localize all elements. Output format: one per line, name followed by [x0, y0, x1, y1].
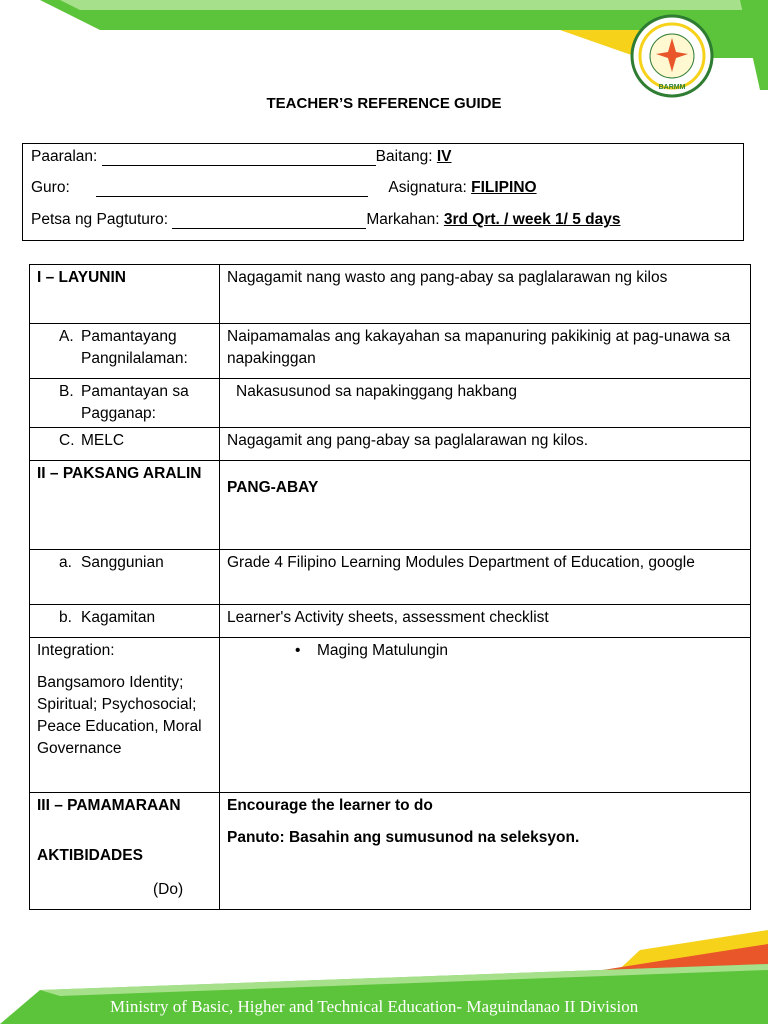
kag-num: b. — [59, 609, 72, 626]
school-label: Paaralan: — [31, 148, 98, 165]
svg-text:BARMM: BARMM — [658, 84, 686, 91]
paksa-value: PANG-ABAY — [220, 461, 751, 550]
date-field[interactable] — [172, 212, 366, 229]
pamamaraan-label: III – PAMAMARAAN — [37, 797, 181, 814]
kag-value: Learner's Activity sheets, assessment checklist — [220, 605, 751, 638]
b-num: B. — [59, 383, 74, 400]
pamantayan-cell — [30, 379, 220, 428]
melc-cell — [30, 428, 220, 461]
footer-text: Ministry of Basic, Higher and Technical Education- Maguindanao II Division — [110, 997, 639, 1016]
table-row — [30, 638, 751, 793]
school-info-box — [22, 143, 744, 241]
integration-cell — [30, 638, 220, 793]
grade-value: IV — [436, 148, 452, 165]
table-row — [30, 793, 751, 910]
encourage-text: Encourage the learner to do — [227, 797, 433, 814]
do-label: (Do) — [153, 881, 184, 898]
a-num: A. — [59, 328, 74, 345]
sang-value: Grade 4 Filipino Learning Modules Department of Education, google — [220, 550, 751, 605]
b-value: Nakasusunod sa napakinggang hakbang — [220, 379, 751, 428]
layunin-label: I – LAYUNIN — [30, 265, 220, 324]
pamamaraan-cell — [30, 793, 220, 910]
date-row — [31, 211, 621, 231]
integration-value-cell — [220, 638, 751, 793]
panuto-text: Panuto: Basahin ang sumusunod na seleksyon. — [227, 829, 580, 846]
c-label: MELC — [81, 432, 125, 449]
aktibidades-label: AKTIBIDADES — [37, 847, 143, 864]
pamantayang-cell — [30, 324, 220, 379]
quarter-value: 3rd Qrt. / week 1/ 5 days — [443, 211, 621, 228]
subject-label: Asignatura: — [388, 179, 467, 196]
table-row — [30, 379, 751, 428]
c-num: C. — [59, 432, 75, 449]
a-value: Naipamamalas ang kakayahan sa mapanuring pakikinig at pag-unawa sa napakinggan — [220, 324, 751, 379]
table-row — [30, 461, 751, 550]
bullet-item: • Maging Matulungin — [295, 642, 448, 659]
teacher-field[interactable] — [96, 180, 368, 197]
layunin-value: Nagagamit nang wasto ang pang-abay sa paglalarawan ng kilos — [220, 265, 751, 324]
ministry-seal-icon — [630, 14, 714, 98]
activity-cell — [220, 793, 751, 910]
integ-value: Maging Matulungin — [317, 642, 448, 659]
kag-label: Kagamitan — [81, 609, 156, 626]
c-value: Nagagamit ang pang-abay sa paglalarawan ng kilos. — [220, 428, 751, 461]
integ-label: Integration: — [37, 642, 115, 659]
lesson-plan-table — [29, 264, 751, 910]
school-row — [31, 148, 452, 168]
page-title: TEACHER’S REFERENCE GUIDE — [266, 95, 502, 112]
school-field[interactable] — [102, 149, 376, 166]
date-label: Petsa ng Pagtuturo: — [31, 211, 169, 228]
a-label: Pamantayang Pangnilalaman: — [81, 328, 188, 367]
integ-items: Bangsamoro Identity; Spiritual; Psychosocial; Peace Education, Moral Governance — [37, 674, 202, 757]
b-label: Pamantayan sa Pagganap: — [81, 383, 189, 422]
sang-label: Sanggunian — [81, 554, 164, 571]
quarter-label: Markahan: — [366, 211, 440, 228]
teacher-label: Guro: — [31, 179, 70, 196]
table-row — [30, 550, 751, 605]
table-row — [30, 324, 751, 379]
grade-label: Baitang: — [375, 148, 433, 165]
kagamitan-cell — [30, 605, 220, 638]
paksa-label: II – PAKSANG ARALIN — [30, 461, 220, 550]
table-row — [30, 265, 751, 324]
sanggunian-cell — [30, 550, 220, 605]
sang-num: a. — [59, 554, 72, 571]
table-row — [30, 428, 751, 461]
teacher-row — [31, 179, 537, 199]
table-row — [30, 605, 751, 638]
subject-value: FILIPINO — [471, 179, 537, 196]
